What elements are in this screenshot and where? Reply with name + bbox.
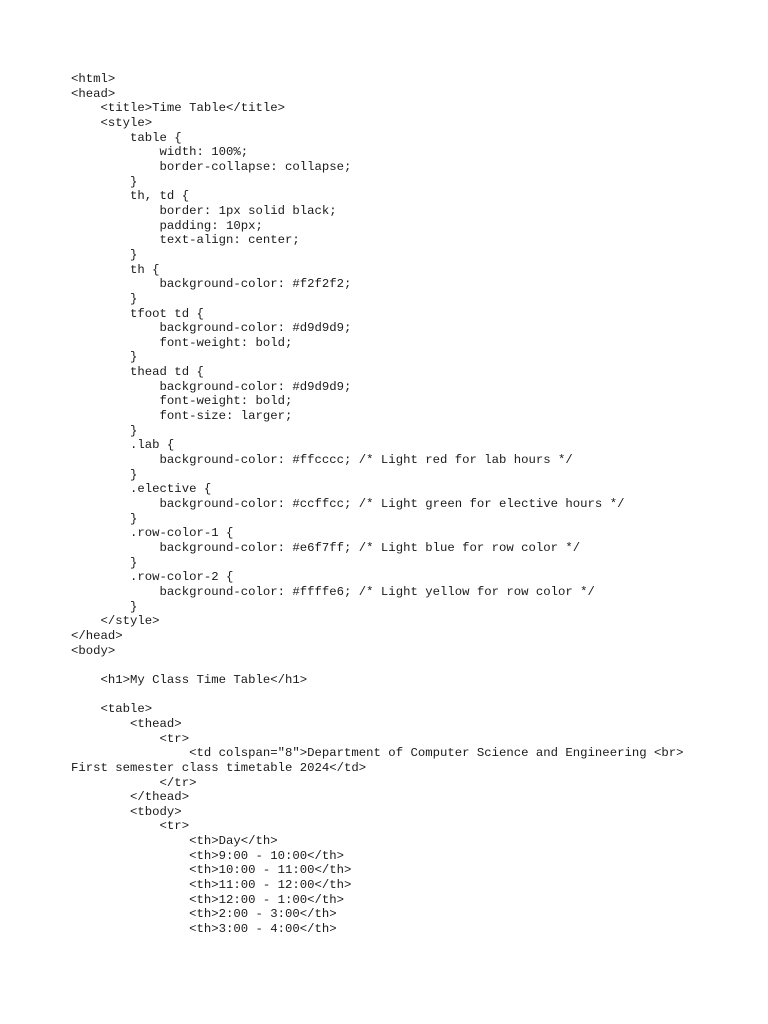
code-line: th { (71, 262, 160, 277)
code-line: } (71, 174, 138, 189)
code-line: background-color: #ccffcc; /* Light green for elective hours */ (71, 497, 625, 512)
code-line: text-align: center; (71, 233, 300, 248)
code-line: .row-color-2 { (71, 570, 234, 585)
code-line: font-size: larger; (71, 409, 293, 424)
code-line: padding: 10px; (71, 218, 263, 233)
code-line: <html> (71, 72, 116, 86)
code-line: font-weight: bold; (71, 335, 293, 350)
code-line (71, 688, 761, 703)
code-line: font-weight: bold; (71, 394, 293, 409)
code-line: <tr> (71, 819, 190, 834)
code-line: <table> (71, 702, 153, 717)
code-line: background-color: #ffcccc; /* Light red for lab hours */ (71, 453, 573, 468)
code-line: <body> (71, 643, 116, 658)
code-line: <style> (71, 115, 153, 130)
code-line: tfoot td { (71, 306, 204, 321)
code-line: <h1>My Class Time Table</h1> (71, 672, 308, 687)
code-line: <th>12:00 - 1:00</th> (71, 892, 345, 907)
code-line: .row-color-1 { (71, 526, 234, 541)
code-line: background-color: #d9d9d9; (71, 379, 352, 394)
code-line: } (71, 555, 138, 570)
code-line: border-collapse: collapse; (71, 159, 352, 174)
code-line: <th>11:00 - 12:00</th> (71, 878, 352, 893)
code-line: <td colspan="8">Department of Computer Science and Engineering <br> (71, 746, 684, 761)
code-line: table { (71, 130, 182, 145)
code-line: background-color: #d9d9d9; (71, 321, 352, 336)
code-line: .lab { (71, 438, 175, 453)
code-line: </thead> (71, 790, 190, 805)
code-line: </tr> (71, 775, 197, 790)
code-line: } (71, 599, 138, 614)
code-line: </head> (71, 628, 123, 643)
code-line: First semester class timetable 2024</td> (71, 760, 367, 775)
code-line: <title>Time Table</title> (71, 101, 286, 116)
code-line: .elective { (71, 482, 212, 497)
code-line: <tbody> (71, 804, 182, 819)
code-line: } (71, 467, 138, 482)
code-listing (71, 72, 761, 937)
code-line: background-color: #e6f7ff; /* Light blue for row color */ (71, 541, 581, 555)
code-line: background-color: #ffffe6; /* Light yellow for row color */ (71, 584, 595, 599)
code-line: <th>9:00 - 10:00</th> (71, 848, 345, 863)
code-line: } (71, 247, 138, 262)
code-line: } (71, 350, 138, 365)
code-line: <th>2:00 - 3:00</th> (71, 907, 337, 922)
code-line: <th>Day</th> (71, 834, 278, 849)
code-line: width: 100%; (71, 145, 249, 160)
code-line (71, 658, 761, 673)
code-line: <thead> (71, 716, 182, 731)
code-line: border: 1px solid black; (71, 203, 337, 218)
code-line: </style> (71, 614, 160, 629)
code-line: <tr> (71, 731, 190, 746)
code-line: th, td { (71, 189, 190, 204)
code-line: } (71, 291, 138, 306)
code-line: <head> (71, 86, 116, 101)
code-line: <th>3:00 - 4:00</th> (71, 922, 337, 937)
code-line: <th>10:00 - 11:00</th> (71, 863, 352, 878)
code-line: background-color: #f2f2f2; (71, 277, 352, 292)
code-line: } (71, 511, 138, 526)
code-line: } (71, 423, 138, 438)
code-line: thead td { (71, 365, 204, 380)
